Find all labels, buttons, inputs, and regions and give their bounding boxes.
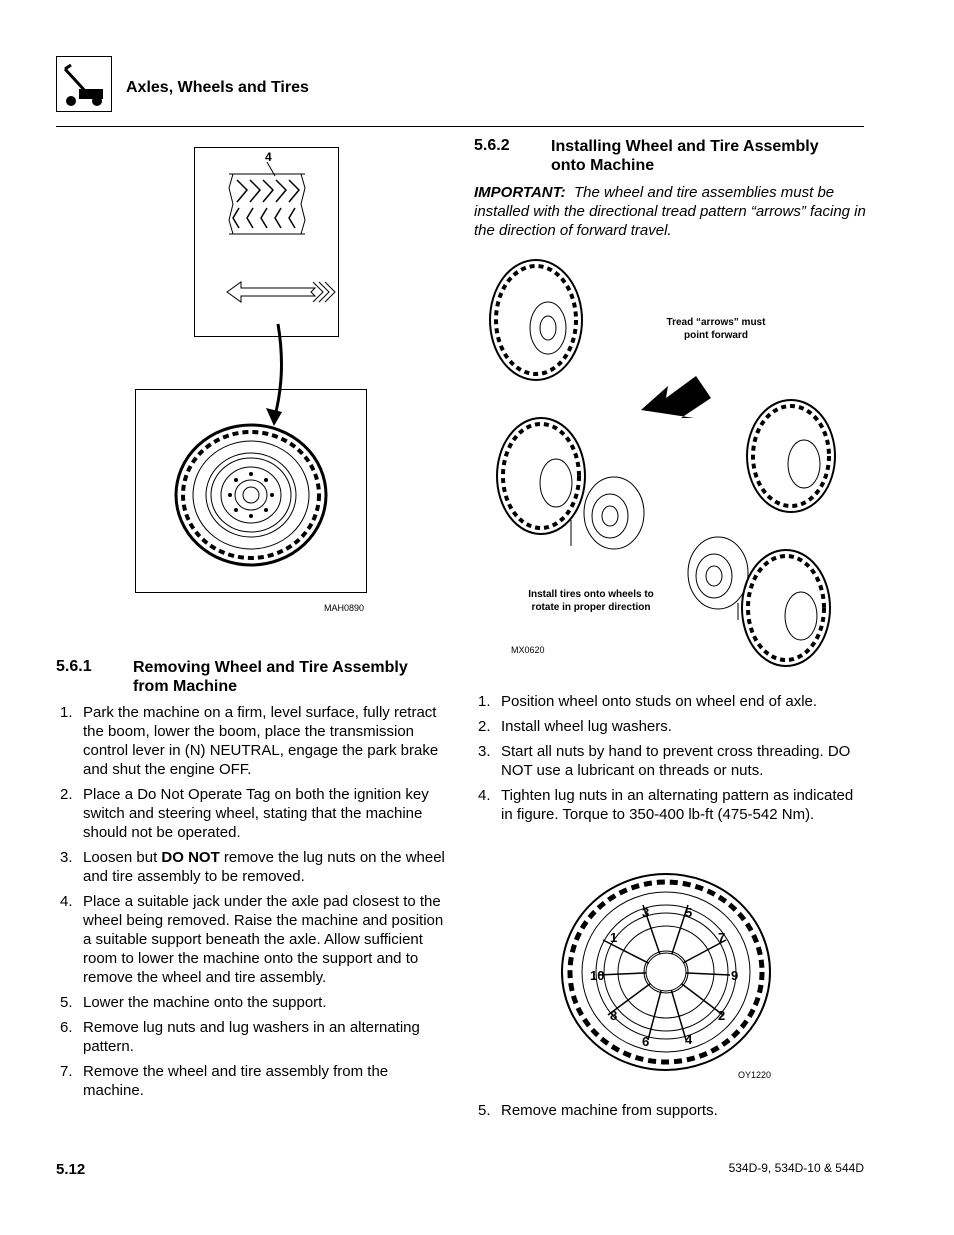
section-logo-icon — [56, 56, 112, 112]
figure-code-mx0620: MX0620 — [511, 645, 545, 655]
list-item: 3. Start all nuts by hand to prevent cross threading. DO NOT use a lubricant on threads or nuts. — [478, 743, 851, 779]
important-note: IMPORTANT: The wheel and tire assemblies must be installed with the directional tread pattern “arrows” facing in the direction of forward travel. — [474, 184, 866, 239]
lug-number-6: 6 — [642, 1034, 650, 1049]
list-item: 1. Position wheel onto studs on wheel end of axle. — [478, 693, 818, 710]
figure-code-oy1220: OY1220 — [738, 1070, 772, 1080]
list-item: 5. Remove machine from supports. — [478, 1102, 718, 1119]
list-item: 3. Loosen but DO NOT remove the lug nuts on the wheel and tire assembly to be removed. — [60, 849, 445, 885]
list-item: 2. Place a Do Not Operate Tag on both the ignition key switch and steering wheel, stating that the machine should not be operated. — [60, 786, 429, 841]
figure-callout-4: 4 — [265, 150, 272, 164]
lug-number-4: 4 — [685, 1032, 693, 1047]
installation-steps-list — [474, 692, 866, 830]
model-numbers: 534D-9, 534D-10 & 544D — [728, 1161, 864, 1175]
lug-number-9: 9 — [731, 968, 739, 983]
header-title: Axles, Wheels and Tires — [126, 79, 309, 96]
forward-arrow-icon — [641, 376, 711, 418]
final-step-list — [474, 1101, 866, 1126]
section-title-561: Removing Wheel and Tire Assembly from Machine — [133, 659, 408, 695]
lug-number-10: 10 — [590, 968, 605, 983]
list-item: 4. Tighten lug nuts in an alternating pattern as indicated in figure. Torque to 350-400 lb-ft (475-542 Nm). — [478, 787, 854, 823]
lug-number-3: 3 — [642, 905, 650, 920]
lug-number-2: 2 — [718, 1008, 726, 1023]
lug-number-7: 7 — [718, 930, 726, 945]
wheel-figure — [135, 389, 367, 593]
list-item: 7. Remove the wheel and tire assembly from the machine. — [60, 1063, 389, 1099]
callout-tread-arrows: Tread “arrows” must point forward — [666, 317, 766, 341]
lug-number-8: 8 — [610, 1008, 618, 1023]
tread-detail-figure — [194, 147, 339, 337]
header-divider — [56, 126, 864, 127]
section-number-561: 5.6.1 — [56, 658, 92, 675]
section-title-562: Installing Wheel and Tire Assembly onto Machine — [551, 138, 819, 174]
figure-code-mah0890: MAH0890 — [324, 603, 365, 613]
callout-install-tires: Install tires onto wheels to rotate in proper direction — [528, 589, 654, 613]
list-item: 5. Lower the machine onto the support. — [60, 994, 327, 1011]
list-item: 6. Remove lug nuts and lug washers in an alternating pattern. — [60, 1019, 420, 1055]
list-item: 1. Park the machine on a firm, level surface, fully retract the boom, lower the boom, place the transmission control lever in (N) NEUTRAL, engage the park brake and shut the engine OFF. — [60, 704, 439, 778]
list-item: 2. Install wheel lug washers. — [478, 718, 672, 735]
lug-number-5: 5 — [685, 905, 693, 920]
list-item: 4. Place a suitable jack under the axle pad closest to the wheel being removed. Raise the machine and position a suitable support beneath the axle. Allow sufficient room to lower the machine onto the support and to remove the wheel and tire assembly. — [60, 893, 444, 986]
page-number: 5.12 — [56, 1161, 86, 1178]
removal-steps-list — [56, 703, 446, 1106]
section-number-562: 5.6.2 — [474, 137, 510, 154]
lug-number-1: 1 — [610, 930, 618, 945]
